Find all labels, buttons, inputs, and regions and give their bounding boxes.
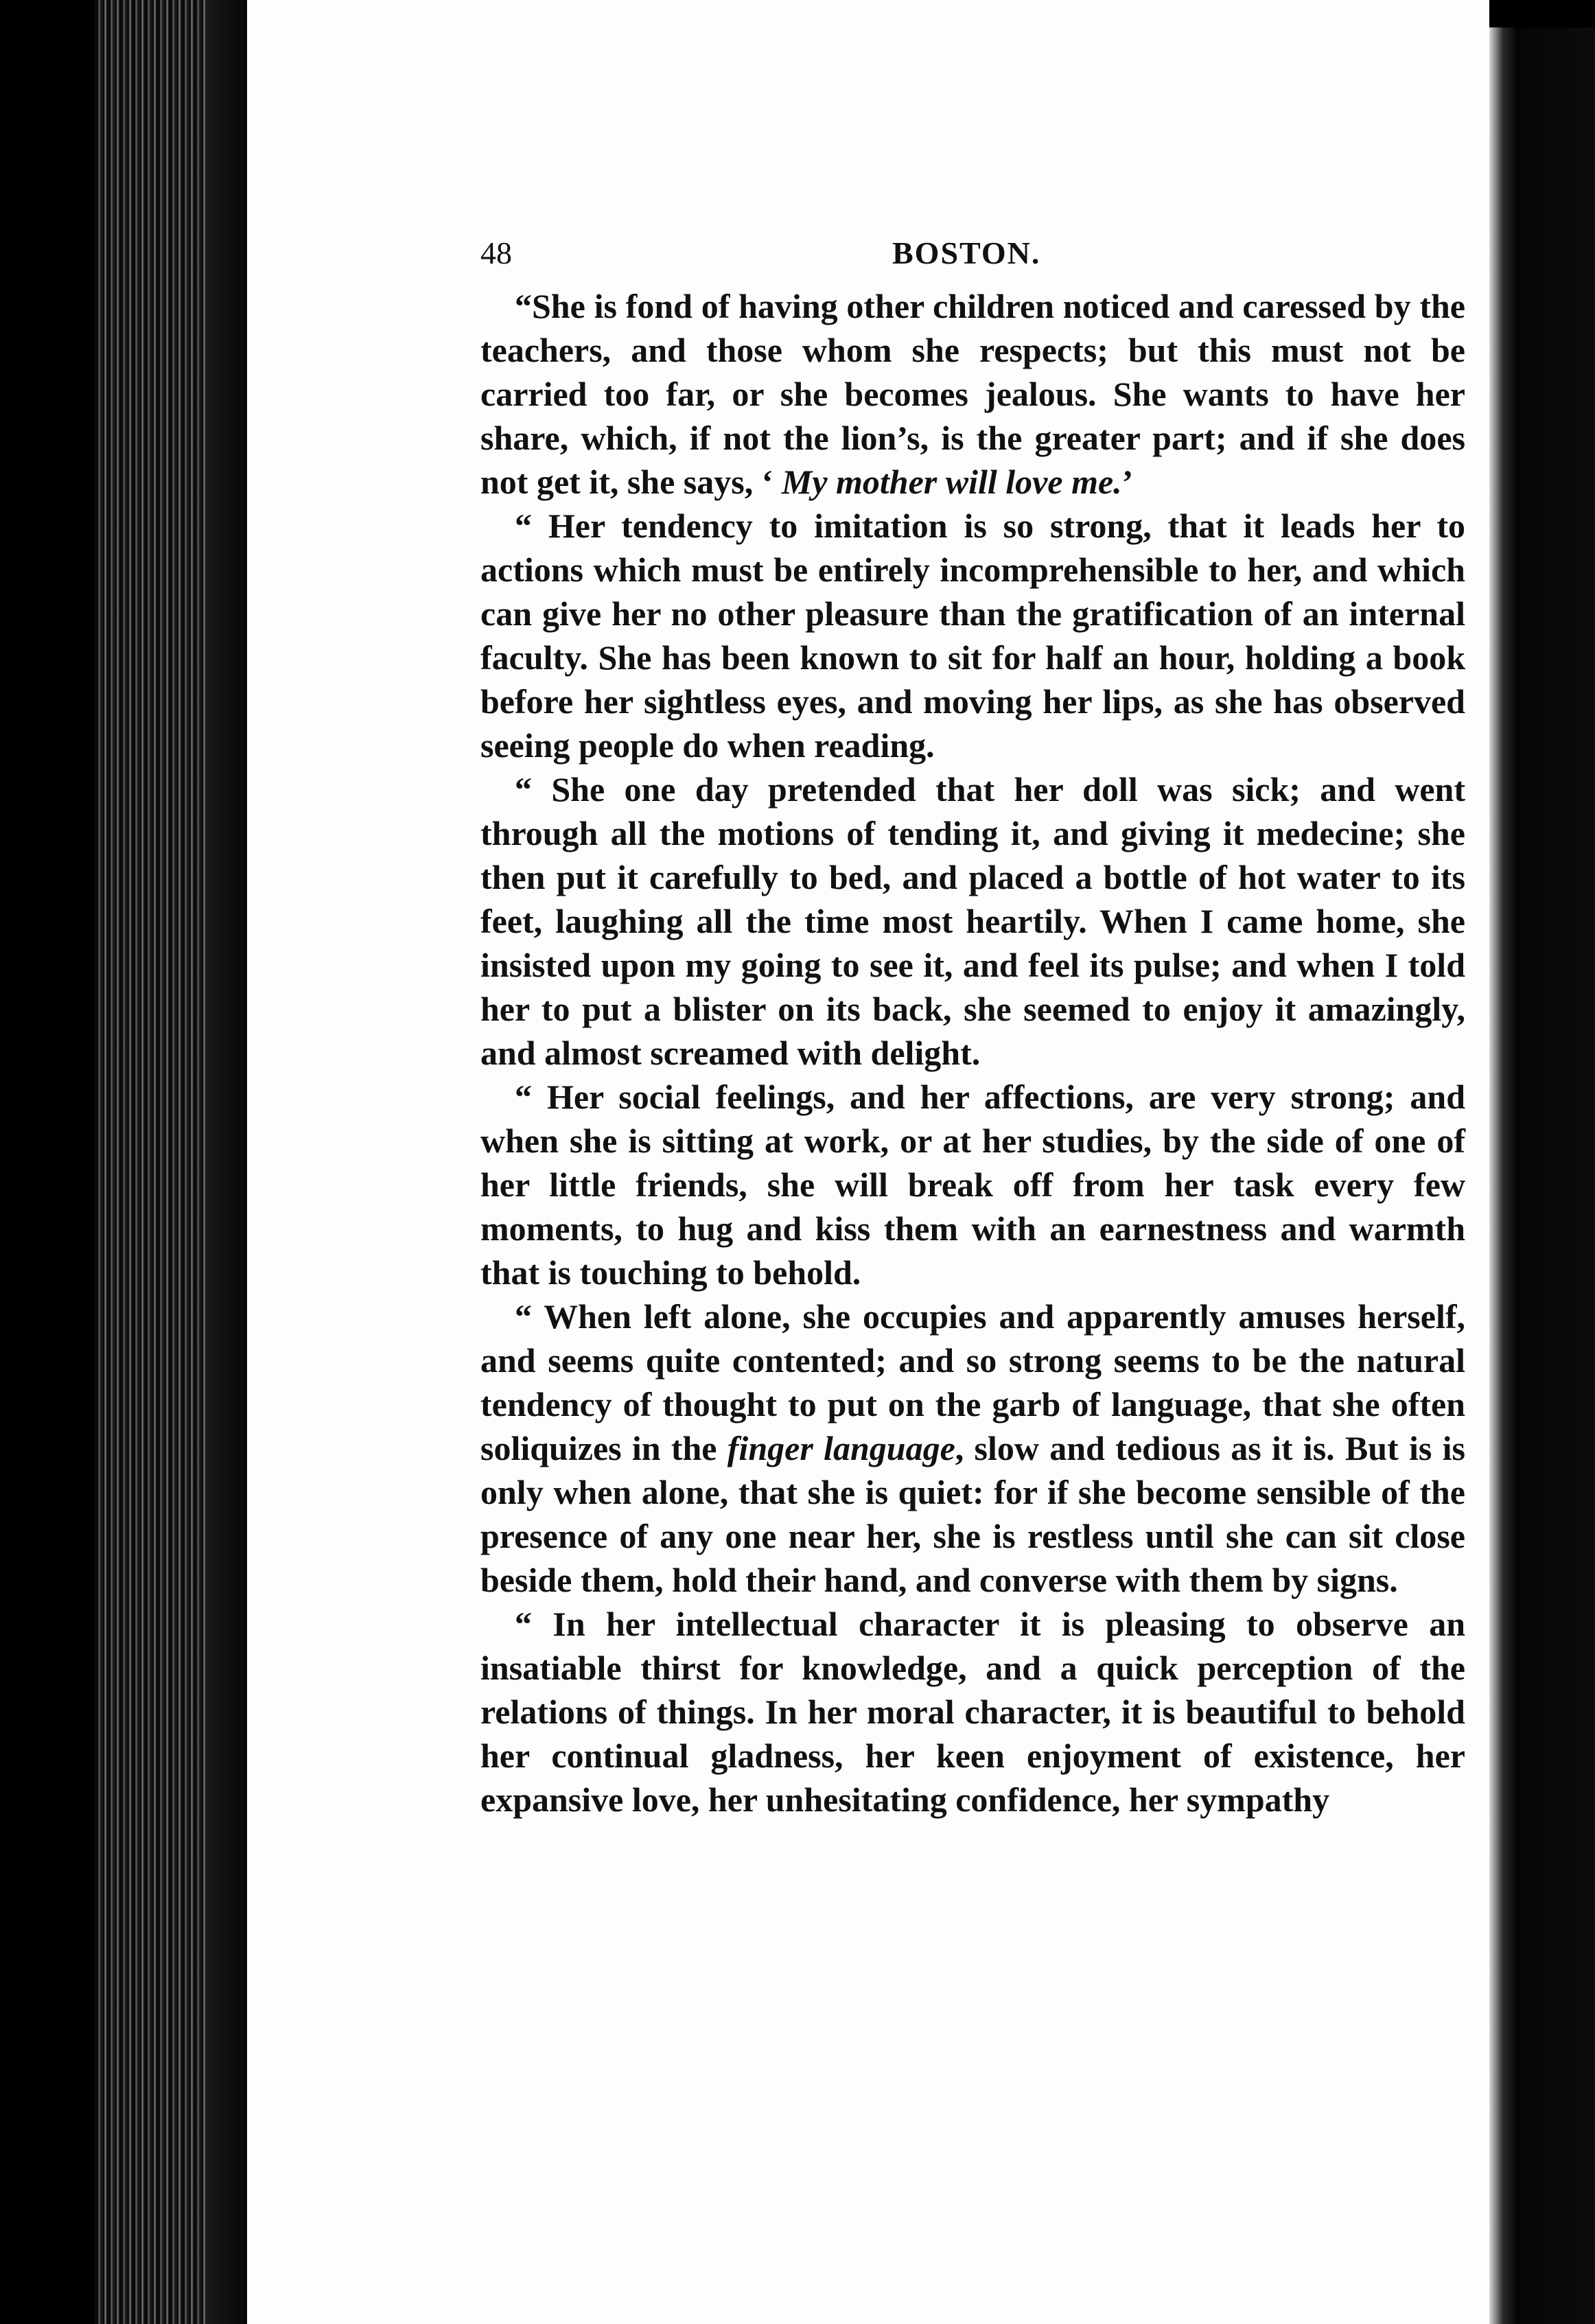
paragraph xyxy=(480,1294,1465,1602)
paragraph-text: “She is fond of having other children noticed and caressed by the teachers, and those whom she respects; but this must not be carried too far, or she becomes jealous. She wants to have her share, which, if not the lion’s, is the greater part; and if she does not get it, she says, ‘ xyxy=(480,287,1465,501)
paragraph-text-end: ’ xyxy=(1121,463,1134,501)
paragraph-text: “ In her intellectual character it is pleasing to observe an insatiable thirst for knowledge, and a quick perception of the relations of things. In her moral character, it is beautiful to behold her continual gladness, her keen enjoyment of existence, her expansive love, her unhesitating confidence, her sympathy xyxy=(480,1605,1465,1819)
paragraph xyxy=(480,767,1465,1075)
paragraph-text: “ She one day pretended that her doll was sick; and went through all the motions of tending it, and giving it medecine; she then put it carefully to bed, and placed a bottle of hot water to its feet, laughing all the time most heartily. When I came home, she insisted upon my going to see it, and feel its pulse; and when I told her to put a blister on its back, she seemed to enjoy it amazingly, and almost screamed with delight. xyxy=(480,770,1465,1072)
paragraph xyxy=(480,504,1465,767)
paragraph-italic-text: finger language xyxy=(727,1429,955,1467)
paragraph-text: “ Her social feelings, and her affections, are very strong; and when she is sitting at work, or at her studies, by the side of one of her little friends, she will break off from her task every few moments, to hug and kiss them with an earnestness and warmth that is touching to behold. xyxy=(480,1078,1465,1292)
paragraph-text: “ Her tendency to imitation is so strong, that it leads her to actions which must be entirely incomprehensible to her, and which can give her no other pleasure than the gratification of an internal faculty. She has been known to sit for half an hour, holding a book before her sightless eyes, and moving her lips, as she has observed seeing people do when reading. xyxy=(480,507,1465,765)
page-content xyxy=(480,226,1465,1822)
paragraph xyxy=(480,1602,1465,1822)
paragraph-text: “ When left alone, she occupies and apparently amuses herself, and seems quite contented; and so strong seems to be the natural tendency of thought to put on the garb of language, that she often soliquizes in the xyxy=(480,1297,1465,1467)
paragraph xyxy=(480,1075,1465,1294)
paragraph-text-end: , slow and tedious as it is. But is is only when alone, that she is quiet: for if she become sensible of the presence of any one near her, she is restless until she can sit close beside them, hold their hand, and converse with them by signs. xyxy=(480,1429,1465,1599)
paragraph xyxy=(480,284,1465,504)
book-fore-edge-shadow xyxy=(206,0,247,2324)
running-title: BOSTON. xyxy=(892,235,1041,270)
page-number: 48 xyxy=(480,235,512,270)
running-head xyxy=(480,226,1465,281)
book-gutter-right xyxy=(1489,27,1595,2324)
paragraph-italic-text: My mother will love me. xyxy=(781,463,1122,501)
